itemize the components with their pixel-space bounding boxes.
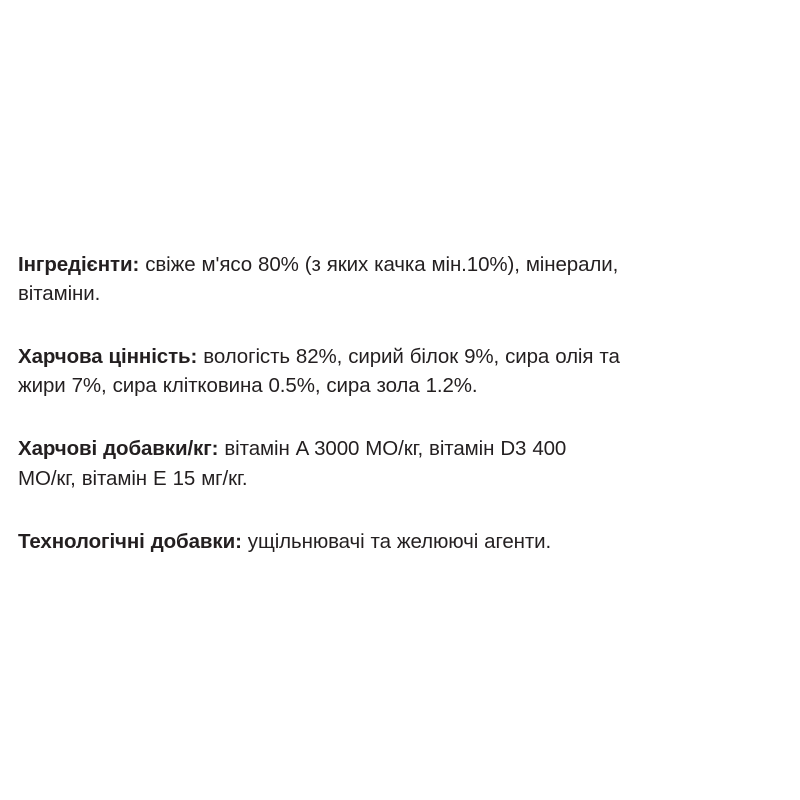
technological-additives-value: ущільнювачі та желюючі агенти. bbox=[241, 529, 552, 553]
ingredients-label: Інгредієнти: bbox=[18, 253, 140, 276]
nutrition-section bbox=[18, 342, 700, 400]
nutrition-value: вологість 82%, сирий білок 9%, сира олія та жири 7%, сира клітковина 0.5%, сира зола 1.2%. bbox=[18, 345, 620, 398]
ingredients-section bbox=[18, 250, 700, 308]
nutritional-additives-section bbox=[18, 434, 700, 492]
nutritional-additives-label: Харчові добавки/кг: bbox=[18, 437, 219, 461]
ingredients-value: свіже м'ясо 80% (з яких качка мін.10%), мінерали, вітаміни. bbox=[18, 253, 619, 306]
technological-additives-section bbox=[18, 527, 700, 556]
nutrition-label: Харчова цінність: bbox=[18, 345, 198, 369]
nutritional-additives-value: вітамін A 3000 МО/кг, вітамін D3 400 МО/кг, вітамін E 15 мг/кг. bbox=[18, 437, 567, 490]
technological-additives-label: Технологічні добавки: bbox=[18, 529, 242, 553]
